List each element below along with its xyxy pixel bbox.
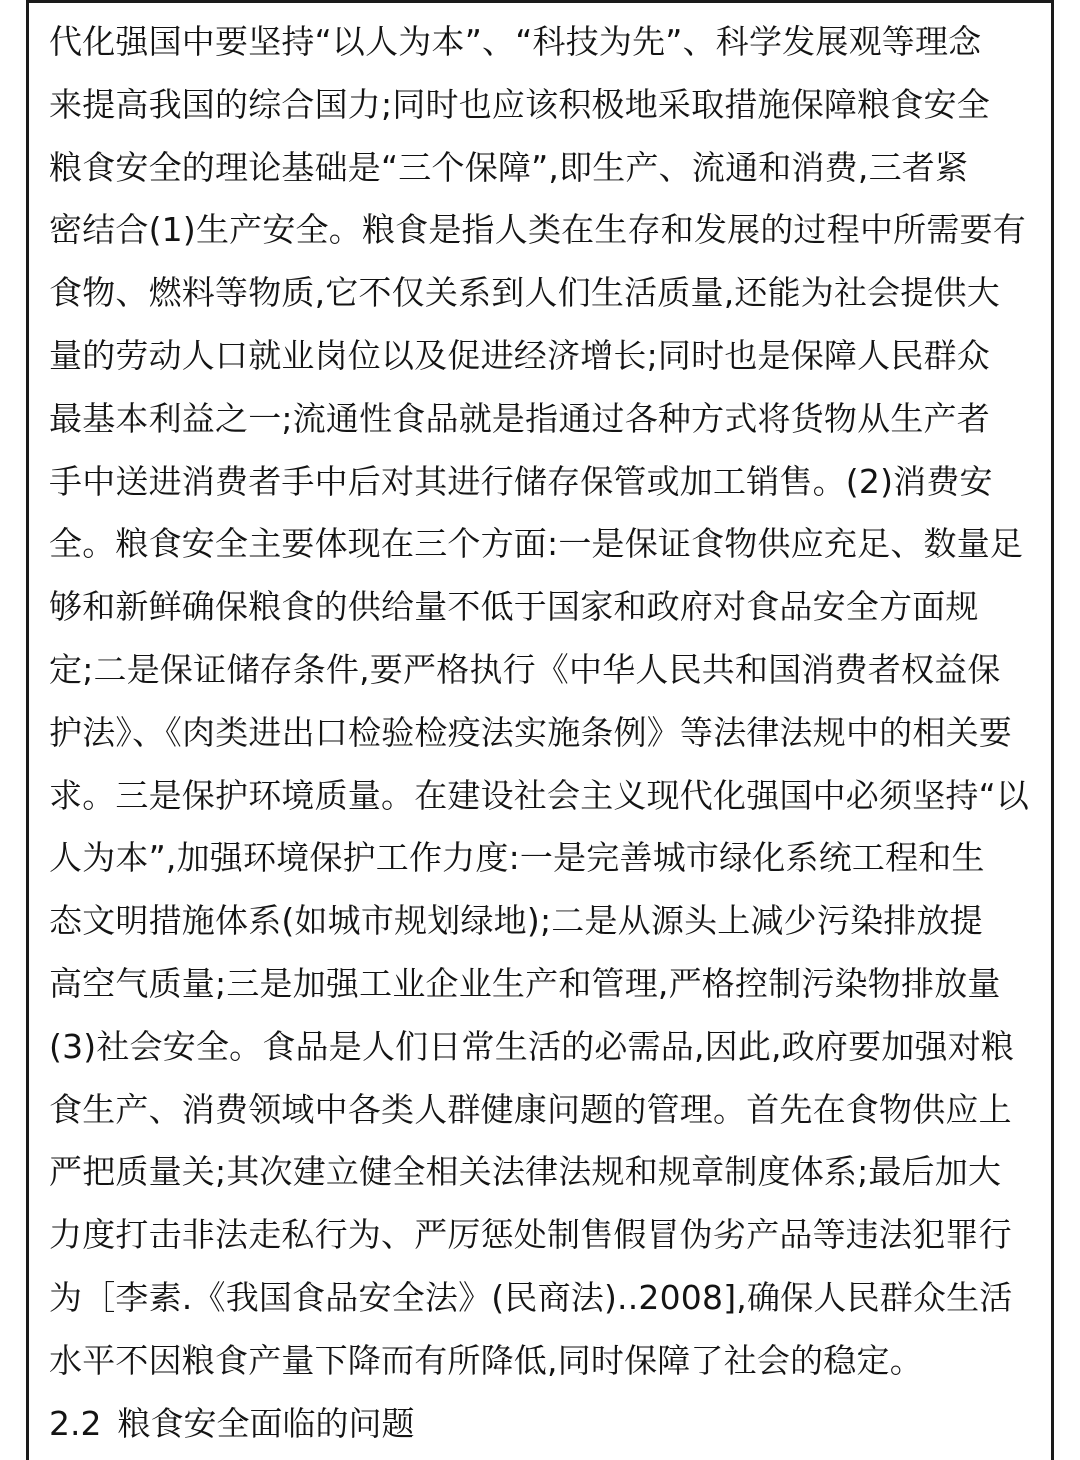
text-line: 粮食安全的理论基础是“三个保障”,即生产、流通和消费,三者紧 (49, 147, 969, 187)
text-line: 严把质量关;其次建立健全相关法律法规和规章制度体系;最后加大 (49, 1152, 1002, 1192)
text-line: 量的劳动人口就业岗位以及促进经济增长;同时也是保障人民群众 (49, 335, 990, 375)
text-line: 为［李素.《我国食品安全法》(民商法)..2008],确保人民群众生活 (49, 1277, 1013, 1317)
text-line: 人为本”,加强环境保护工作力度:一是完善城市绿化系统工程和生 (49, 838, 985, 878)
section-title: 粮食安全面临的问题 (117, 1403, 415, 1443)
document-page (26, 0, 1054, 1460)
text-line: 高空气质量;三是加强工业企业生产和管理,严格控制污染物排放量 (49, 963, 1001, 1003)
text-line: 够和新鲜确保粮食的供给量不低于国家和政府对食品安全方面规 (49, 587, 979, 627)
text-line: 代化强国中要坚持“以人为本”、“科技为先”、科学发展观等理念 (49, 22, 982, 61)
text-line: 全。粮食安全主要体现在三个方面:一是保证食物供应充足、数量足 (49, 524, 1024, 564)
section-heading (49, 1393, 1039, 1456)
text-line: 力度打击非法走私行为、严厉惩处制售假冒伪劣产品等违法犯罪行 (49, 1215, 1012, 1255)
text-line: 密结合(1)生产安全。粮食是指人类在生存和发展的过程中所需要有 (49, 210, 1026, 250)
body-text (49, 11, 1039, 1455)
text-line: 护法》、《肉类进出口检验检疫法实施条例》等法律法规中的相关要 (49, 712, 1012, 752)
text-line: 最基本利益之一;流通性食品就是指通过各种方式将货物从生产者 (49, 398, 990, 438)
text-line: (3)社会安全。食品是人们日常生活的必需品,因此,政府要加强对粮 (49, 1026, 1015, 1066)
section-number: 2.2 (49, 1403, 102, 1443)
text-line: 食物、燃料等物质,它不仅关系到人们生活质量,还能为社会提供大 (49, 273, 1000, 313)
text-line: 水平不因粮食产量下降而有所降低,同时保障了社会的稳定。 (49, 1340, 923, 1380)
text-line: 食生产、消费领域中各类人群健康问题的管理。首先在食物供应上 (49, 1089, 1012, 1129)
text-line: 来提高我国的综合国力;同时也应该积极地采取措施保障粮食安全 (49, 84, 990, 124)
text-line: 定;二是保证储存条件,要严格执行《中华人民共和国消费者权益保 (49, 649, 1001, 689)
text-line: 手中送进消费者手中后对其进行储存保管或加工销售。(2)消费安 (49, 461, 993, 501)
text-line: 求。三是保护环境质量。在建设社会主义现代化强国中必须坚持“以 (49, 775, 1030, 815)
text-line: 态文明措施体系(如城市规划绿地);二是从源头上减少污染排放提 (49, 901, 983, 941)
